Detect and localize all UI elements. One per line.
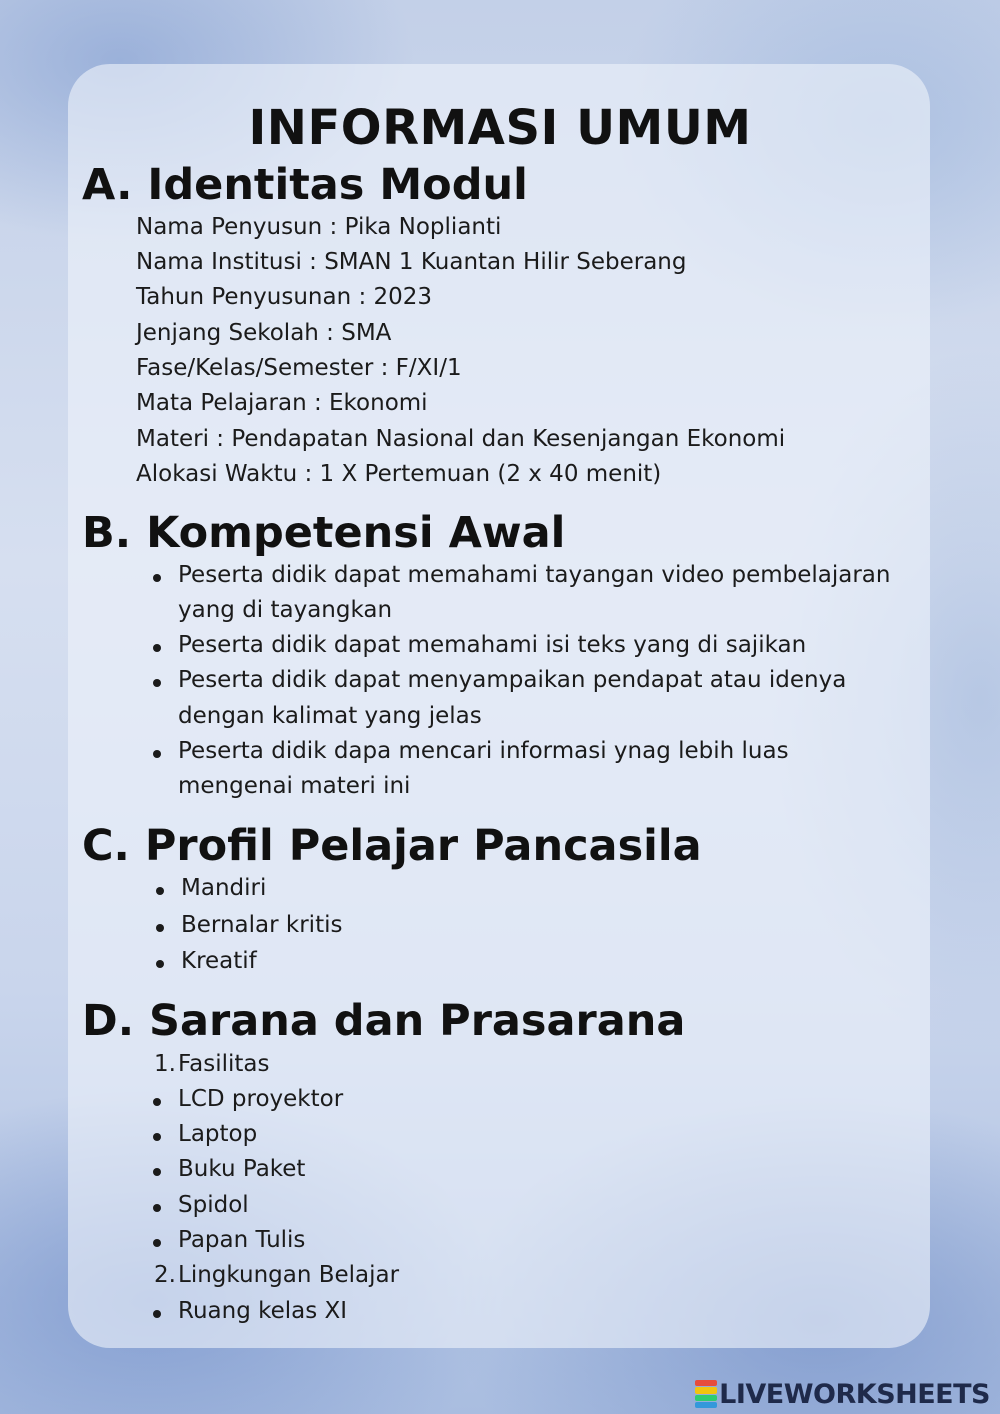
bullet-icon (156, 924, 164, 932)
bullet-icon (156, 887, 164, 895)
list-item: Peserta didik dapat memahami isi teks yang di sajikan (178, 632, 807, 658)
list-group-label: Lingkungan Belajar (178, 1262, 400, 1288)
identity-line: Alokasi Waktu : 1 X Pertemuan (2 x 40 menit) (136, 461, 662, 487)
liveworksheets-logo-text: LIVEWORKSHEETS (719, 1378, 990, 1410)
identity-line: Nama Institusi : SMAN 1 Kuantan Hilir Seberang (136, 249, 687, 275)
list-item: Peserta didik dapat memahami tayangan video pembelajaran (178, 562, 891, 588)
bullet-icon (153, 750, 161, 758)
list-item: Ruang kelas XI (178, 1298, 348, 1324)
identity-line: Fase/Kelas/Semester : F/XI/1 (136, 355, 462, 381)
list-item: Peserta didik dapa mencari informasi ynag lebih luas (178, 738, 789, 764)
identity-line: Tahun Penyusunan : 2023 (136, 284, 433, 310)
bullet-icon (153, 1168, 161, 1176)
bullet-icon (153, 1310, 161, 1318)
list-item: Buku Paket (178, 1156, 306, 1182)
list-item: Kreatif (181, 948, 257, 974)
section-a-heading: A. Identitas Modul (82, 160, 528, 210)
list-number: 2. (154, 1262, 176, 1288)
bullet-icon (153, 1133, 161, 1141)
list-item: Papan Tulis (178, 1227, 306, 1253)
section-b-heading: B. Kompetensi Awal (82, 508, 566, 558)
list-item: Laptop (178, 1121, 258, 1147)
logo-block-red (695, 1380, 717, 1386)
list-item: Mandiri (181, 875, 267, 901)
logo-block-blue (695, 1402, 717, 1408)
bullet-icon (153, 1204, 161, 1212)
bullet-icon (153, 574, 161, 582)
identity-line: Jenjang Sekolah : SMA (136, 320, 392, 346)
list-item: Peserta didik dapat menyampaikan pendapat atau idenya (178, 667, 847, 693)
page-title: INFORMASI UMUM (248, 100, 752, 156)
section-d-heading: D. Sarana dan Prasarana (82, 996, 686, 1046)
list-number: 1. (154, 1051, 176, 1077)
identity-line: Nama Penyusun : Pika Noplianti (136, 214, 502, 240)
identity-line: Materi : Pendapatan Nasional dan Kesenjangan Ekonomi (136, 426, 786, 452)
list-item-continuation: yang di tayangkan (178, 597, 393, 623)
bullet-icon (153, 679, 161, 687)
bullet-icon (156, 960, 164, 968)
list-group-label: Fasilitas (178, 1051, 270, 1077)
bullet-icon (153, 1239, 161, 1247)
liveworksheets-logo-icon (695, 1380, 717, 1408)
list-item-continuation: mengenai materi ini (178, 773, 411, 799)
list-item: Bernalar kritis (181, 912, 343, 938)
bullet-icon (153, 644, 161, 652)
logo-block-yellow (695, 1387, 717, 1393)
logo-block-green (695, 1395, 717, 1401)
list-item: Spidol (178, 1192, 249, 1218)
bullet-icon (153, 1098, 161, 1106)
section-c-heading: C. Profil Pelajar Pancasila (82, 821, 702, 871)
liveworksheets-logo[interactable] (695, 1378, 990, 1410)
list-item-continuation: dengan kalimat yang jelas (178, 703, 482, 729)
identity-line: Mata Pelajaran : Ekonomi (136, 390, 428, 416)
list-item: LCD proyektor (178, 1086, 344, 1112)
